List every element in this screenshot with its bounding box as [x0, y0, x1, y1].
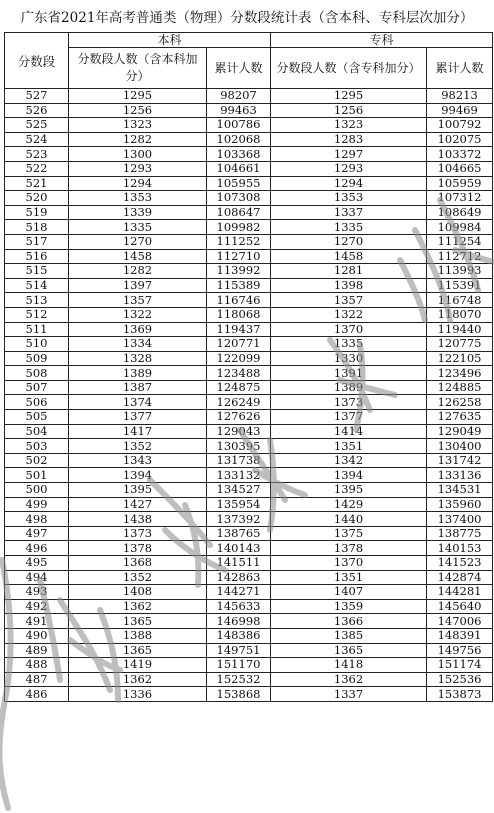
cell-zhuanke-cumulative: 112712 — [427, 249, 493, 264]
cell-benke-cumulative: 130395 — [207, 439, 271, 454]
cell-benke-cumulative: 127626 — [207, 410, 271, 425]
cell-benke-count: 1387 — [69, 380, 207, 395]
header-zhuanke: 专科 — [271, 33, 493, 48]
table-row — [5, 89, 493, 104]
cell-benke-cumulative: 113992 — [207, 264, 271, 279]
cell-benke-cumulative: 118068 — [207, 307, 271, 322]
cell-benke-cumulative: 137392 — [207, 512, 271, 527]
table-body — [5, 89, 493, 702]
table-row — [5, 278, 493, 293]
cell-benke-count: 1458 — [69, 249, 207, 264]
cell-zhuanke-count: 1395 — [271, 483, 427, 498]
cell-zhuanke-count: 1295 — [271, 89, 427, 104]
cell-benke-cumulative: 111252 — [207, 234, 271, 249]
cell-zhuanke-count: 1440 — [271, 512, 427, 527]
cell-benke-cumulative: 140143 — [207, 541, 271, 556]
table-row — [5, 118, 493, 133]
table-row — [5, 468, 493, 483]
cell-benke-cumulative: 141511 — [207, 556, 271, 571]
cell-benke-cumulative: 149751 — [207, 643, 271, 658]
table-row — [5, 220, 493, 235]
cell-benke-cumulative: 105955 — [207, 176, 271, 191]
cell-score: 489 — [5, 643, 69, 658]
cell-score: 511 — [5, 322, 69, 337]
cell-benke-count: 1365 — [69, 614, 207, 629]
cell-score: 506 — [5, 395, 69, 410]
cell-score: 522 — [5, 161, 69, 176]
cell-score: 493 — [5, 585, 69, 600]
cell-score: 510 — [5, 337, 69, 352]
header-benke-count: 分数段人数（含本科加分） — [69, 48, 207, 89]
cell-benke-count: 1352 — [69, 570, 207, 585]
cell-benke-count: 1282 — [69, 132, 207, 147]
cell-zhuanke-cumulative: 103372 — [427, 147, 493, 162]
cell-zhuanke-cumulative: 104665 — [427, 161, 493, 176]
table-row — [5, 249, 493, 264]
table-row — [5, 380, 493, 395]
table-row — [5, 322, 493, 337]
cell-zhuanke-count: 1418 — [271, 658, 427, 673]
cell-zhuanke-cumulative: 144281 — [427, 585, 493, 600]
page-title: 广东省2021年高考普通类（物理）分数段统计表（含本科、专科层次加分） — [20, 10, 474, 26]
cell-zhuanke-cumulative: 138775 — [427, 526, 493, 541]
cell-score: 519 — [5, 205, 69, 220]
cell-zhuanke-count: 1323 — [271, 118, 427, 133]
cell-benke-count: 1357 — [69, 293, 207, 308]
cell-score: 488 — [5, 658, 69, 673]
cell-zhuanke-cumulative: 126258 — [427, 395, 493, 410]
cell-zhuanke-cumulative: 147006 — [427, 614, 493, 629]
cell-score: 486 — [5, 687, 69, 702]
cell-zhuanke-cumulative: 123496 — [427, 366, 493, 381]
cell-score: 490 — [5, 628, 69, 643]
cell-zhuanke-cumulative: 133136 — [427, 468, 493, 483]
cell-zhuanke-cumulative: 122105 — [427, 351, 493, 366]
cell-score: 516 — [5, 249, 69, 264]
cell-benke-count: 1322 — [69, 307, 207, 322]
cell-benke-count: 1388 — [69, 628, 207, 643]
cell-zhuanke-cumulative: 108649 — [427, 205, 493, 220]
cell-score: 527 — [5, 89, 69, 104]
table-row — [5, 191, 493, 206]
table-row — [5, 643, 493, 658]
cell-benke-cumulative: 122099 — [207, 351, 271, 366]
cell-benke-cumulative: 138765 — [207, 526, 271, 541]
cell-benke-cumulative: 109982 — [207, 220, 271, 235]
cell-score: 520 — [5, 191, 69, 206]
cell-benke-count: 1374 — [69, 395, 207, 410]
header-score: 分数段 — [5, 33, 69, 89]
cell-score: 498 — [5, 512, 69, 527]
cell-zhuanke-cumulative: 149756 — [427, 643, 493, 658]
cell-zhuanke-cumulative: 131742 — [427, 453, 493, 468]
cell-zhuanke-count: 1357 — [271, 293, 427, 308]
table-row — [5, 264, 493, 279]
cell-benke-count: 1377 — [69, 410, 207, 425]
cell-benke-count: 1270 — [69, 234, 207, 249]
cell-benke-cumulative: 142863 — [207, 570, 271, 585]
table-row — [5, 526, 493, 541]
cell-benke-count: 1373 — [69, 526, 207, 541]
cell-zhuanke-cumulative: 151174 — [427, 658, 493, 673]
cell-benke-cumulative: 116746 — [207, 293, 271, 308]
cell-zhuanke-cumulative: 113993 — [427, 264, 493, 279]
cell-benke-count: 1368 — [69, 556, 207, 571]
cell-zhuanke-cumulative: 135960 — [427, 497, 493, 512]
cell-benke-cumulative: 119437 — [207, 322, 271, 337]
cell-benke-count: 1300 — [69, 147, 207, 162]
cell-zhuanke-count: 1351 — [271, 439, 427, 454]
cell-zhuanke-cumulative: 153873 — [427, 687, 493, 702]
table-row — [5, 366, 493, 381]
table-row — [5, 103, 493, 118]
cell-zhuanke-count: 1337 — [271, 205, 427, 220]
cell-zhuanke-cumulative: 118070 — [427, 307, 493, 322]
table-row — [5, 628, 493, 643]
cell-benke-count: 1323 — [69, 118, 207, 133]
cell-benke-cumulative: 112710 — [207, 249, 271, 264]
table-row — [5, 351, 493, 366]
header-zhuanke-count: 分数段人数（含专科加分） — [271, 48, 427, 89]
table-row — [5, 205, 493, 220]
cell-zhuanke-cumulative: 141523 — [427, 556, 493, 571]
cell-benke-count: 1397 — [69, 278, 207, 293]
cell-zhuanke-count: 1385 — [271, 628, 427, 643]
cell-benke-cumulative: 151170 — [207, 658, 271, 673]
cell-zhuanke-count: 1378 — [271, 541, 427, 556]
cell-zhuanke-cumulative: 100792 — [427, 118, 493, 133]
table-row — [5, 161, 493, 176]
table-row — [5, 599, 493, 614]
cell-zhuanke-count: 1335 — [271, 337, 427, 352]
cell-benke-count: 1419 — [69, 658, 207, 673]
cell-benke-count: 1294 — [69, 176, 207, 191]
cell-benke-cumulative: 124875 — [207, 380, 271, 395]
cell-benke-count: 1365 — [69, 643, 207, 658]
cell-score: 508 — [5, 366, 69, 381]
table-row — [5, 687, 493, 702]
cell-benke-cumulative: 99463 — [207, 103, 271, 118]
cell-benke-cumulative: 146998 — [207, 614, 271, 629]
cell-zhuanke-cumulative: 98213 — [427, 89, 493, 104]
cell-benke-count: 1328 — [69, 351, 207, 366]
cell-zhuanke-count: 1297 — [271, 147, 427, 162]
cell-zhuanke-count: 1342 — [271, 453, 427, 468]
cell-benke-cumulative: 148386 — [207, 628, 271, 643]
table-row — [5, 147, 493, 162]
cell-score: 501 — [5, 468, 69, 483]
cell-score: 513 — [5, 293, 69, 308]
cell-zhuanke-cumulative: 120775 — [427, 337, 493, 352]
cell-zhuanke-count: 1375 — [271, 526, 427, 541]
cell-zhuanke-count: 1330 — [271, 351, 427, 366]
table-row — [5, 658, 493, 673]
cell-benke-count: 1369 — [69, 322, 207, 337]
cell-benke-cumulative: 100786 — [207, 118, 271, 133]
cell-benke-count: 1353 — [69, 191, 207, 206]
cell-benke-cumulative: 104661 — [207, 161, 271, 176]
cell-zhuanke-cumulative: 145640 — [427, 599, 493, 614]
table-row — [5, 453, 493, 468]
cell-score: 517 — [5, 234, 69, 249]
cell-score: 491 — [5, 614, 69, 629]
table-row — [5, 234, 493, 249]
cell-benke-count: 1389 — [69, 366, 207, 381]
cell-zhuanke-count: 1398 — [271, 278, 427, 293]
table-row — [5, 176, 493, 191]
cell-benke-count: 1408 — [69, 585, 207, 600]
cell-benke-cumulative: 152532 — [207, 672, 271, 687]
cell-zhuanke-count: 1270 — [271, 234, 427, 249]
cell-zhuanke-count: 1366 — [271, 614, 427, 629]
cell-benke-cumulative: 133132 — [207, 468, 271, 483]
cell-benke-cumulative: 144271 — [207, 585, 271, 600]
cell-zhuanke-count: 1414 — [271, 424, 427, 439]
cell-zhuanke-cumulative: 129049 — [427, 424, 493, 439]
cell-score: 514 — [5, 278, 69, 293]
cell-score: 509 — [5, 351, 69, 366]
cell-zhuanke-cumulative: 134531 — [427, 483, 493, 498]
table-row — [5, 337, 493, 352]
cell-benke-cumulative: 129043 — [207, 424, 271, 439]
cell-zhuanke-cumulative: 152536 — [427, 672, 493, 687]
cell-benke-count: 1336 — [69, 687, 207, 702]
cell-benke-count: 1394 — [69, 468, 207, 483]
cell-benke-cumulative: 115389 — [207, 278, 271, 293]
cell-benke-cumulative: 120771 — [207, 337, 271, 352]
table-row — [5, 293, 493, 308]
cell-zhuanke-cumulative: 115391 — [427, 278, 493, 293]
cell-zhuanke-cumulative: 111254 — [427, 234, 493, 249]
cell-benke-cumulative: 103368 — [207, 147, 271, 162]
cell-zhuanke-count: 1293 — [271, 161, 427, 176]
cell-benke-count: 1335 — [69, 220, 207, 235]
cell-score: 524 — [5, 132, 69, 147]
table-row — [5, 512, 493, 527]
cell-zhuanke-cumulative: 137400 — [427, 512, 493, 527]
cell-score: 497 — [5, 526, 69, 541]
cell-zhuanke-count: 1256 — [271, 103, 427, 118]
cell-benke-cumulative: 134527 — [207, 483, 271, 498]
table-row — [5, 570, 493, 585]
cell-zhuanke-count: 1335 — [271, 220, 427, 235]
table-row — [5, 424, 493, 439]
cell-score: 500 — [5, 483, 69, 498]
cell-score: 503 — [5, 439, 69, 454]
cell-zhuanke-cumulative: 127635 — [427, 410, 493, 425]
cell-zhuanke-count: 1394 — [271, 468, 427, 483]
cell-zhuanke-count: 1389 — [271, 380, 427, 395]
cell-zhuanke-count: 1283 — [271, 132, 427, 147]
cell-benke-cumulative: 123488 — [207, 366, 271, 381]
cell-score: 499 — [5, 497, 69, 512]
cell-zhuanke-count: 1370 — [271, 556, 427, 571]
cell-zhuanke-count: 1353 — [271, 191, 427, 206]
cell-zhuanke-cumulative: 119440 — [427, 322, 493, 337]
table-row — [5, 439, 493, 454]
cell-score: 495 — [5, 556, 69, 571]
table-row — [5, 614, 493, 629]
cell-zhuanke-count: 1458 — [271, 249, 427, 264]
table-header — [5, 33, 493, 89]
cell-score: 492 — [5, 599, 69, 614]
cell-benke-count: 1339 — [69, 205, 207, 220]
cell-zhuanke-count: 1362 — [271, 672, 427, 687]
cell-zhuanke-count: 1370 — [271, 322, 427, 337]
cell-zhuanke-cumulative: 140153 — [427, 541, 493, 556]
cell-benke-cumulative: 135954 — [207, 497, 271, 512]
cell-score: 502 — [5, 453, 69, 468]
cell-benke-count: 1352 — [69, 439, 207, 454]
cell-zhuanke-count: 1294 — [271, 176, 427, 191]
cell-benke-cumulative: 153868 — [207, 687, 271, 702]
cell-benke-count: 1293 — [69, 161, 207, 176]
cell-zhuanke-count: 1373 — [271, 395, 427, 410]
cell-benke-cumulative: 126249 — [207, 395, 271, 410]
cell-score: 526 — [5, 103, 69, 118]
cell-score: 487 — [5, 672, 69, 687]
cell-score: 505 — [5, 410, 69, 425]
cell-zhuanke-cumulative: 105959 — [427, 176, 493, 191]
cell-zhuanke-count: 1365 — [271, 643, 427, 658]
cell-benke-count: 1427 — [69, 497, 207, 512]
cell-benke-cumulative: 108647 — [207, 205, 271, 220]
cell-benke-cumulative: 102068 — [207, 132, 271, 147]
cell-benke-cumulative: 145633 — [207, 599, 271, 614]
cell-score: 515 — [5, 264, 69, 279]
cell-score: 496 — [5, 541, 69, 556]
cell-benke-count: 1362 — [69, 599, 207, 614]
cell-zhuanke-cumulative: 116748 — [427, 293, 493, 308]
cell-benke-count: 1438 — [69, 512, 207, 527]
header-benke: 本科 — [69, 33, 271, 48]
cell-benke-count: 1378 — [69, 541, 207, 556]
cell-zhuanke-count: 1429 — [271, 497, 427, 512]
cell-zhuanke-cumulative: 99469 — [427, 103, 493, 118]
cell-score: 525 — [5, 118, 69, 133]
cell-zhuanke-count: 1351 — [271, 570, 427, 585]
cell-benke-count: 1417 — [69, 424, 207, 439]
table-row — [5, 556, 493, 571]
cell-benke-cumulative: 131738 — [207, 453, 271, 468]
table-row — [5, 672, 493, 687]
cell-benke-count: 1395 — [69, 483, 207, 498]
table-row — [5, 483, 493, 498]
cell-benke-cumulative: 107308 — [207, 191, 271, 206]
table-row — [5, 132, 493, 147]
cell-zhuanke-count: 1391 — [271, 366, 427, 381]
cell-benke-cumulative: 98207 — [207, 89, 271, 104]
cell-benke-count: 1334 — [69, 337, 207, 352]
cell-zhuanke-cumulative: 107312 — [427, 191, 493, 206]
cell-zhuanke-count: 1322 — [271, 307, 427, 322]
cell-zhuanke-count: 1359 — [271, 599, 427, 614]
cell-benke-count: 1362 — [69, 672, 207, 687]
cell-score: 521 — [5, 176, 69, 191]
table-row — [5, 307, 493, 322]
cell-score: 512 — [5, 307, 69, 322]
cell-zhuanke-count: 1377 — [271, 410, 427, 425]
table-row — [5, 585, 493, 600]
table-row — [5, 410, 493, 425]
table-row — [5, 497, 493, 512]
cell-zhuanke-cumulative: 148391 — [427, 628, 493, 643]
cell-zhuanke-cumulative: 102075 — [427, 132, 493, 147]
table-row — [5, 541, 493, 556]
cell-score: 507 — [5, 380, 69, 395]
cell-benke-count: 1295 — [69, 89, 207, 104]
cell-zhuanke-cumulative: 124885 — [427, 380, 493, 395]
cell-benke-count: 1256 — [69, 103, 207, 118]
cell-zhuanke-cumulative: 130400 — [427, 439, 493, 454]
cell-zhuanke-cumulative: 109984 — [427, 220, 493, 235]
cell-benke-count: 1343 — [69, 453, 207, 468]
cell-score: 494 — [5, 570, 69, 585]
cell-zhuanke-count: 1407 — [271, 585, 427, 600]
cell-score: 523 — [5, 147, 69, 162]
cell-zhuanke-count: 1337 — [271, 687, 427, 702]
cell-benke-count: 1282 — [69, 264, 207, 279]
table-row — [5, 395, 493, 410]
score-table — [4, 32, 493, 702]
cell-score: 518 — [5, 220, 69, 235]
cell-zhuanke-count: 1281 — [271, 264, 427, 279]
cell-score: 504 — [5, 424, 69, 439]
cell-zhuanke-cumulative: 142874 — [427, 570, 493, 585]
header-benke-cumulative: 累计人数 — [207, 48, 271, 89]
header-zhuanke-cumulative: 累计人数 — [427, 48, 493, 89]
